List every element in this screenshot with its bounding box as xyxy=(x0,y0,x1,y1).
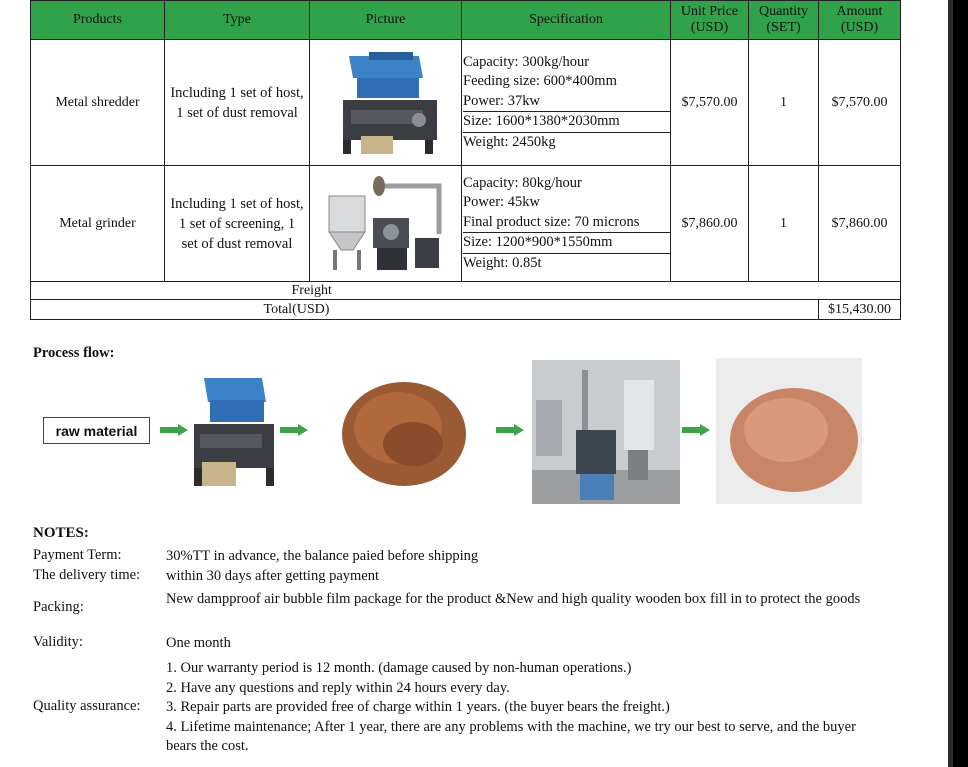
validity-label: Validity: xyxy=(33,634,83,650)
quantity: 1 xyxy=(749,166,819,282)
spec-line: Final product size: 70 microns xyxy=(463,213,670,234)
unit-price: $7,570.00 xyxy=(671,40,749,166)
header-specification: Specification xyxy=(462,1,671,40)
spec-line: Weight: 0.85t xyxy=(463,254,542,271)
table-header-row xyxy=(31,1,901,40)
freight-label: Freight xyxy=(291,282,332,298)
product-spec xyxy=(462,166,671,282)
quotation-table xyxy=(30,0,901,320)
header-products: Products xyxy=(31,1,165,40)
shredder-machine-image xyxy=(182,376,282,490)
shredder-machine-image xyxy=(319,50,453,156)
spec-line: Weight: 2450kg xyxy=(463,133,556,150)
total-row xyxy=(31,300,901,320)
header-unit-price: Unit Price (USD) xyxy=(671,1,749,40)
payment-term-label: Payment Term: xyxy=(33,547,122,563)
process-flow-label: Process flow: xyxy=(33,345,115,361)
product-spec xyxy=(462,40,671,166)
spec-line: Size: 1600*1380*2030mm xyxy=(463,112,670,133)
table-row xyxy=(31,166,901,282)
unit-price: $7,860.00 xyxy=(671,166,749,282)
quality-item: 1. Our warranty period is 12 month. (damage caused by non-human operations.) xyxy=(166,660,632,676)
notes-title: NOTES: xyxy=(33,525,89,541)
quality-assurance-label: Quality assurance: xyxy=(33,698,141,714)
header-quantity: Quantity (SET) xyxy=(749,1,819,40)
header-amount: Amount (USD) xyxy=(819,1,901,40)
packing-value: New dampproof air bubble film package for the product &New and high quality wooden box fill in to protect the goods xyxy=(166,591,861,607)
product-type: Including 1 set of host, 1 set of screening, 1 set of dust removal xyxy=(165,166,310,282)
delivery-time-value: within 30 days after getting payment xyxy=(166,568,380,584)
freight-row xyxy=(31,282,901,300)
spec-line: Capacity: 80kg/hour xyxy=(463,174,582,191)
spec-line: Power: 37kw xyxy=(463,92,670,113)
amount: $7,570.00 xyxy=(819,40,901,166)
quantity: 1 xyxy=(749,40,819,166)
product-name: Metal grinder xyxy=(31,166,165,282)
product-name: Metal shredder xyxy=(31,40,165,166)
validity-value: One month xyxy=(166,635,231,651)
payment-term-value: 30%TT in advance, the balance paied before shipping xyxy=(166,548,479,564)
quality-item: 2. Have any questions and reply within 24 hours every day. xyxy=(166,679,510,696)
total-amount: $15,430.00 xyxy=(819,300,901,320)
quality-item: 4. Lifetime maintenance; After 1 year, there are any problems with the machine, we try our best to serve, and the buyer bears the cost. xyxy=(166,718,856,754)
raw-material-box: raw material xyxy=(43,417,150,444)
quality-assurance-list xyxy=(166,659,886,757)
flow-arrow-icon xyxy=(496,424,524,436)
amount: $7,860.00 xyxy=(819,166,901,282)
header-picture: Picture xyxy=(310,1,462,40)
flow-arrow-icon xyxy=(280,424,308,436)
spec-line: Capacity: 300kg/hour xyxy=(463,53,590,70)
product-picture xyxy=(310,166,462,282)
table-row xyxy=(31,40,901,166)
total-label: Total(USD) xyxy=(263,301,330,317)
product-picture xyxy=(310,40,462,166)
packing-label: Packing: xyxy=(33,599,84,615)
screen-edge xyxy=(953,0,968,767)
metal-powder-image xyxy=(716,358,862,504)
delivery-time-label: The delivery time: xyxy=(33,567,141,583)
grinder-installation-image xyxy=(532,360,680,504)
spec-line: Size: 1200*900*1550mm xyxy=(463,233,670,254)
quality-item: 3. Repair parts are provided free of charge within 1 years. (the buyer bears the freight.) xyxy=(166,699,670,715)
spec-line: Power: 45kw xyxy=(463,194,540,211)
flow-arrow-icon xyxy=(682,424,710,436)
grinder-machine-image xyxy=(319,174,453,274)
header-type: Type xyxy=(165,1,310,40)
shredded-metal-image xyxy=(318,358,490,504)
spec-line: Feeding size: 600*400mm xyxy=(463,73,617,90)
product-type: Including 1 set of host, 1 set of dust removal xyxy=(165,40,310,166)
